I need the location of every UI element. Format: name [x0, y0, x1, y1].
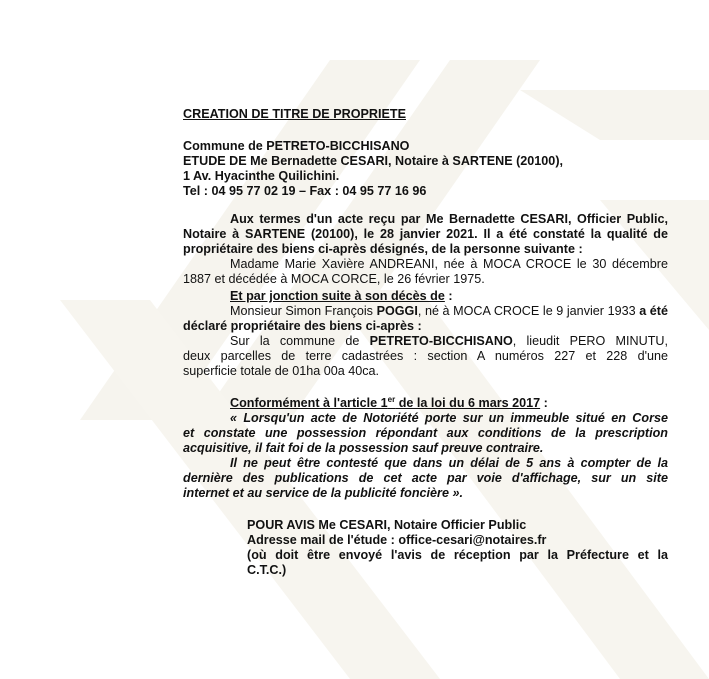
document-title: CREATION DE TITRE DE PROPRIETE	[183, 107, 406, 121]
text-line: « Lorsqu'un acte de Notoriété porte sur un immeuble situé en Corse	[230, 411, 668, 425]
text-line: Madame Marie Xavière ANDREANI, née à MOCA CROCE le 30 décembre	[230, 257, 668, 271]
section-heading	[230, 396, 540, 410]
text-line: C.T.C.)	[247, 563, 287, 577]
paragraph-acte	[183, 212, 668, 287]
text: , lieudit PERO MINUTU,	[512, 334, 669, 348]
text-line: acquisitive, il fait foi de la possession sauf preuve contraire.	[183, 441, 544, 455]
paragraph-jonction	[183, 289, 668, 379]
colon: :	[444, 289, 453, 303]
office-header	[183, 139, 668, 199]
text: a été	[639, 304, 668, 318]
text: , né à MOCA CROCE le 9 janvier 1933	[417, 304, 640, 318]
text-line: Aux termes d'un acte reçu par Me Bernadette CESARI, Officier Public,	[230, 212, 668, 226]
text-line: dernière des publications de cet acte par voie d'affichage, sur un site	[183, 471, 668, 485]
text: Sur la commune de	[230, 334, 370, 348]
text-line: propriétaire des biens ci-après désignés, de la personne suivante :	[183, 242, 583, 256]
text-line: superficie totale de 01ha 00a 40ca.	[183, 364, 380, 378]
contact: Tel : 04 95 77 02 19 – Fax : 04 95 77 16 96	[183, 184, 427, 198]
text-line: internet et au service de la publicité foncière ».	[183, 486, 463, 500]
text: PETRETO-BICCHISANO	[369, 334, 513, 348]
text-line: POUR AVIS Me CESARI, Notaire Officier Public	[247, 518, 527, 532]
text-line	[183, 334, 668, 349]
text-line: (où doit être envoyé l'avis de réception par la Préfecture et la	[247, 548, 668, 562]
text: er	[387, 394, 396, 404]
email-line: Adresse mail de l'étude : office-cesari@notaires.fr	[247, 533, 547, 547]
text: de la loi du 6 mars 2017	[395, 396, 541, 410]
signature-block	[183, 518, 668, 578]
etude: ETUDE DE Me Bernadette CESARI, Notaire à SARTENE (20100),	[183, 154, 564, 168]
address: 1 Av. Hyacinthe Quilichini.	[183, 169, 340, 183]
section-heading: Et par jonction suite à son décès de	[230, 289, 445, 303]
text-line: Notaire à SARTENE (20100), le 28 janvier 2021. Il a été constaté la qualité de	[183, 227, 668, 241]
paragraph-loi	[183, 396, 668, 501]
notice-document	[183, 107, 668, 578]
text-line	[183, 304, 668, 319]
colon: :	[540, 396, 548, 410]
text-line: et constate une possession répondant aux conditions de la prescription	[183, 426, 668, 440]
text-line: déclaré propriétaire des biens ci-après :	[183, 319, 422, 333]
text: Conformément à l'article 1	[230, 396, 388, 410]
commune: Commune de PETRETO-BICCHISANO	[183, 139, 410, 153]
text-line: deux parcelles de terre cadastrées : section A numéros 227 et 228 d'une	[183, 349, 668, 363]
text: Monsieur Simon François	[230, 304, 377, 318]
text-line: 1887 et décédée à MOCA CORCE, le 26 février 1975.	[183, 272, 485, 286]
text-line: Il ne peut être contesté que dans un délai de 5 ans à compter de la	[230, 456, 668, 470]
text: POGGI	[376, 304, 418, 318]
